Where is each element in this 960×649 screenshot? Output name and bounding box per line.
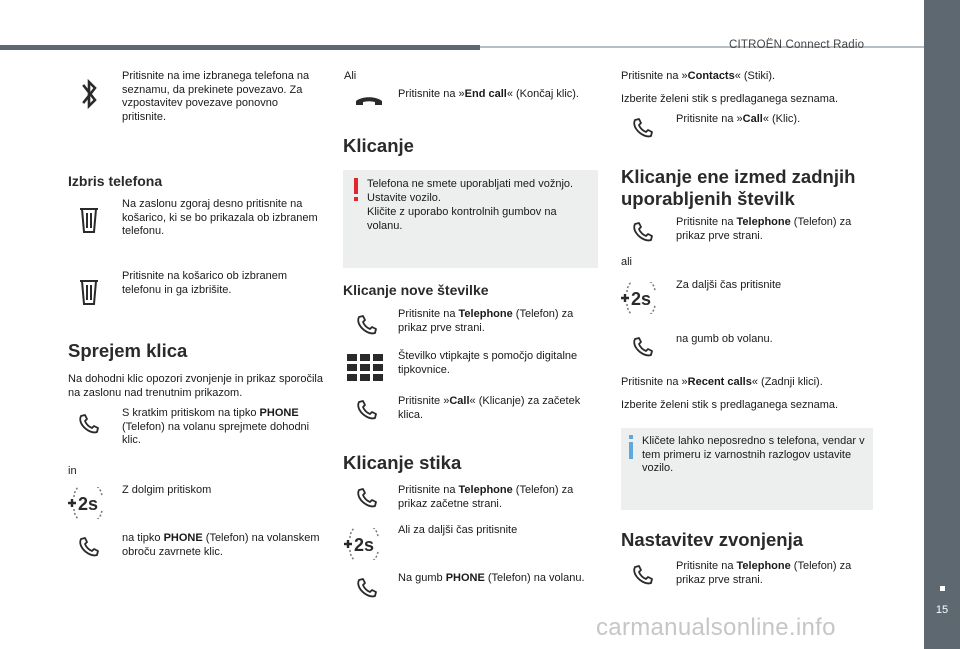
long-press-2s-icon (619, 282, 663, 314)
delete-step-2: Pritisnite na košarico ob izbranem telefonu in ga izbrišite. (122, 270, 288, 296)
keypad-icon (347, 354, 383, 382)
ali-word: Ali (344, 70, 357, 82)
new-number-step-1: Pritisnite na Telephone (Telefon) za prikaz prve strani. (398, 308, 574, 334)
header-rule (0, 45, 480, 50)
recent-calls-text: Pritisnite na »Recent calls« (Zadnji klici). (621, 376, 823, 388)
recent-step-1: Pritisnite na Telephone (Telefon) za prikaz prve strani. (676, 216, 852, 242)
heading-delete-phone: Izbris telefona (68, 173, 163, 189)
hangup-icon (354, 94, 384, 108)
contact-step-3: Na gumb PHONE (Telefon) na volanu. (398, 572, 585, 584)
contact-step-2: Ali za daljši čas pritisnite (398, 524, 518, 536)
delete-step-1: Na zaslonu zgoraj desno pritisnite na košarico, ki se bo prikazala ob izbranem telefonu. (122, 198, 318, 237)
heading-recent-numbers: Klicanje ene izmed zadnjih uporabljenih številk (621, 166, 856, 209)
info-icon (628, 435, 634, 459)
phone-handset-icon (632, 565, 654, 585)
in-word: in (68, 465, 77, 477)
header-title: CITROËN Connect Radio (729, 39, 865, 51)
warning-line-2: Kličite z uporabo kontrolnih gumbov na volanu. (367, 206, 557, 232)
contacts-text: Pritisnite na »Contacts« (Stiki). (621, 70, 776, 82)
heading-call-contact: Klicanje stika (343, 452, 462, 473)
long-press-text: Z dolgim pritiskom (122, 484, 212, 496)
phone-handset-icon (78, 414, 100, 434)
warning-icon (353, 178, 359, 202)
bluetooth-icon (80, 77, 100, 111)
phone-handset-icon (356, 488, 378, 508)
recent-step-2: Za daljši čas pritisnite (676, 279, 782, 291)
phone-handset-icon (356, 578, 378, 598)
side-bar (924, 0, 960, 649)
phone-handset-icon (632, 222, 654, 242)
long-press-label: 2s (78, 494, 99, 514)
phone-handset-icon (632, 337, 654, 357)
ringtone-step-1: Pritisnite na Telephone (Telefon) za prikaz prve strani. (676, 560, 852, 586)
heading-new-number: Klicanje nove številke (343, 282, 489, 298)
call-contact-text: Pritisnite na »Call« (Klic). (676, 113, 801, 125)
end-call-text: Pritisnite na »End call« (Končaj klic). (398, 88, 579, 100)
trash-icon (78, 278, 100, 306)
phone-handset-icon (356, 315, 378, 335)
long-press-label: 2s (354, 535, 375, 555)
phone-handset-icon (356, 400, 378, 420)
receive-intro: Na dohodni klic opozori zvonjenje in prikaz sporočila na zaslonu nad trenutnim prikazom. (68, 373, 323, 399)
reject-call-text: na tipko PHONE (Telefon) na volanskem obroču zavrnete klic. (122, 532, 320, 558)
page-marker (940, 586, 945, 591)
long-press-2s-icon (342, 528, 386, 560)
long-press-label: 2s (631, 289, 652, 309)
new-number-step-3: Pritisnite »Call« (Klicanje) za začetek klica. (398, 395, 581, 421)
contact-step-1: Pritisnite na Telephone (Telefon) za prikaz začetne strani. (398, 484, 574, 510)
trash-icon (78, 206, 100, 234)
warning-box (343, 170, 598, 268)
select-contact-2: Izberite želeni stik s predlaganega seznama. (621, 399, 839, 411)
watermark: carmanualsonline.info (596, 614, 836, 641)
info-box (621, 428, 873, 510)
select-contact-1: Izberite želeni stik s predlaganega seznama. (621, 93, 839, 105)
phone-handset-icon (78, 537, 100, 557)
heading-ringtone: Nastavitev zvonjenja (621, 529, 803, 550)
new-number-step-2: Številko vtipkajte s pomočjo digitalne tipkovnice. (398, 350, 578, 376)
receive-short-press: S kratkim pritiskom na tipko PHONE (Telefon) na volanu sprejmete dohodni klic. (122, 407, 310, 446)
phone-handset-icon (632, 118, 654, 138)
page-number: 15 (935, 604, 949, 616)
info-text: Kličete lahko neposredno s telefona, vendar v tem primeru iz varnostnih razlogov ustavite vozilo. (642, 435, 865, 474)
long-press-2s-icon (66, 487, 110, 519)
heading-calling: Klicanje (343, 135, 414, 156)
heading-receive-call: Sprejem klica (68, 340, 188, 361)
warning-line-1: Telefona ne smete uporabljati med vožnjo. Ustavite vozilo. (367, 178, 574, 204)
ali-word-2: ali (621, 256, 633, 268)
recent-step-3: na gumb ob volanu. (676, 333, 773, 345)
bluetooth-text: Pritisnite na ime izbranega telefona na seznamu, da prekinete povezavo. Za vzpostavitev povezave ponovno pritisnite. (122, 70, 310, 123)
